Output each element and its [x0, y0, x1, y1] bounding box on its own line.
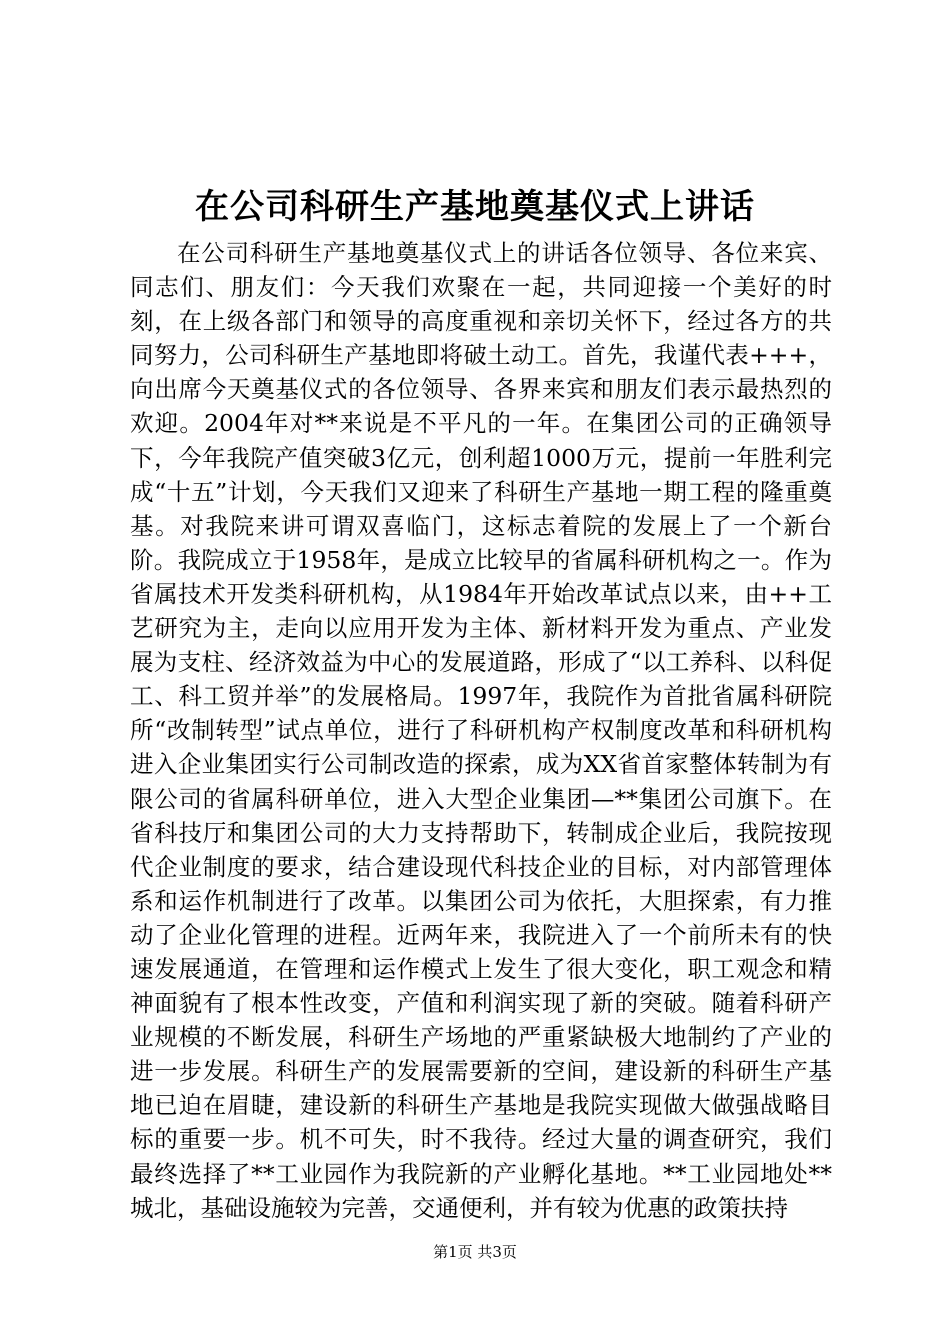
- document-body-paragraph: 在公司科研生产基地奠基仪式上的讲话各位领导、各位来宾、同志们、朋友们：今天我们欢聚在一起，共同迎接一个美好的时刻，在上级各部门和领导的高度重视和亲切关怀下，经过各方的共同努力，公司科研生产基地即将破土动工。首先，我谨代表+++，向出席今天奠基仪式的各位领导、各界来宾和朋友们表示最热烈的欢迎。2004年对**来说是不平凡的一年。在集团公司的正确领导下，今年我院产值突破3亿元，创利超1000万元，提前一年胜利完成“十五”计划，今天我们又迎来了科研生产基地一期工程的隆重奠基。对我院来讲可谓双喜临门，这标志着院的发展上了一个新台阶。我院成立于1958年，是成立比较早的省属科研机构之一。作为省属技术开发类科研机构，从1984年开始改革试点以来，由++工艺研究为主，走向以应用开发为主体、新材料开发为重点、产业发展为支柱、经济效益为中心的发展道路，形成了“以工养科、以科促工、科工贸并举”的发展格局。1997年，我院作为首批省属科研院所“改制转型”试点单位，进行了科研机构产权制度改革和科研机构进入企业集团实行公司制改造的探索，成为XX省首家整体转制为有限公司的省属科研单位，进入大型企业集团—**集团公司旗下。在省科技厅和集团公司的大力支持帮助下，转制成企业后，我院按现代企业制度的要求，结合建设现代科技企业的目标，对内部管理体系和运作机制进行了改革。以集团公司为依托，大胆探索，有力推动了企业化管理的进程。近两年来，我院进入了一个前所未有的快速发展通道，在管理和运作模式上发生了很大变化，职工观念和精神面貌有了根本性改变，产值和利润实现了新的突破。随着科研产业规模的不断发展，科研生产场地的严重紧缺极大地制约了产业的进一步发展。科研生产的发展需要新的空间，建设新的科研生产基地已迫在眉睫，建设新的科研生产基地是我院实现做大做强战略目标的重要一步。机不可失，时不我待。经过大量的调查研究，我们最终选择了**工业园作为我院新的产业孵化基地。**工业园地处**城北，基础设施较为完善，交通便利，并有较为优惠的政策扶持: [130, 239, 832, 1222]
- document-title: 在公司科研生产基地奠基仪式上讲话: [195, 187, 755, 227]
- page-number-footer: 第1页 共3页: [433, 1243, 517, 1261]
